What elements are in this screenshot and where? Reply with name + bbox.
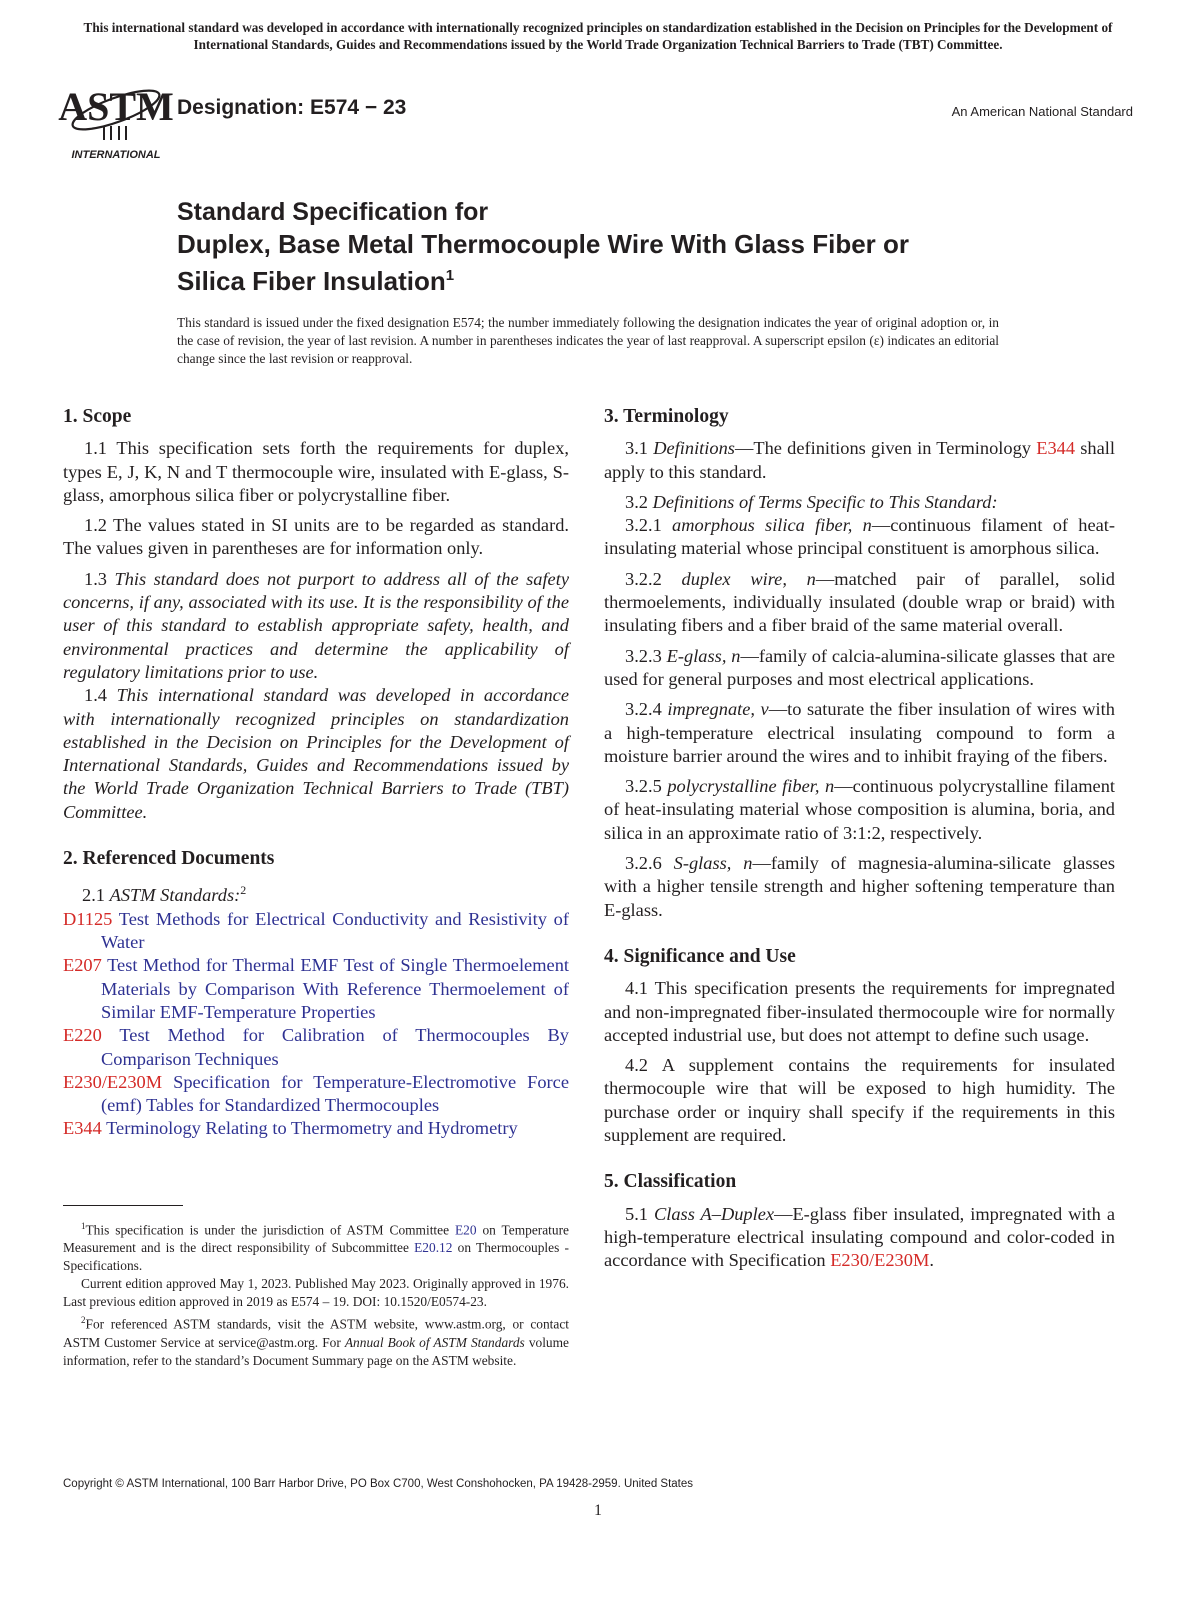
section-heading-significance: 4. Significance and Use [604,945,796,967]
designation: Designation: E574 − 23 [177,96,407,119]
term-name: amorphous silica fiber, n [672,515,872,536]
subsection-astm-standards [63,879,569,907]
footnote-text: on Temperature Measurement and is the direct responsibility of Subcommittee [63,1222,569,1256]
footnote-text: Annual Book of ASTM Standards [344,1334,525,1350]
term-definition [604,852,1115,922]
term-name: impregnate, v [667,699,769,720]
document-title [177,196,909,297]
logo-subtext: INTERNATIONAL [71,149,161,161]
paragraph-text: —E-glass fiber insulated, impregnated with a high-temperature electrical insulating compound and color-coded in accordance with Specification [604,1203,1115,1271]
paragraph-5-1 [604,1203,1115,1273]
paragraph-4-2: 4.2 A supplement contains the requirements for insulated thermocouple wire that will be exposed to high humidity. The purchase order or inquiry shall specify if the requirements in this supplement are required. [604,1055,1115,1146]
term-number: 3.2.3 [625,645,662,666]
reference-link[interactable] [63,908,569,955]
reference-code[interactable]: E344 [63,1118,102,1139]
footnote-text: volume information, refer to the standard’s Document Summary page on the ASTM website. [63,1334,569,1368]
paragraph-1-4 [63,684,569,824]
term-number: 3.2.4 [625,699,662,720]
reference-title[interactable]: Test Methods for Electrical Conductivity and Resistivity of Water [101,908,569,953]
term-definition [604,568,1115,638]
issued-note: This standard is issued under the fixed designation E574; the number immediately following the designation indicates the year of original adoption or, in the case of revision, the year of last revision. A number in parentheses indicates the year of last reapproval. A superscript epsilon (ε) indicates an editorial change since the last revision or reapproval. [177,315,999,366]
term-name: S-glass, n [673,853,753,874]
right-column [604,405,1115,1280]
reference-title[interactable]: Test Method for Calibration of Thermocouples By Comparison Techniques [101,1025,570,1069]
title-footnote-mark: 1 [445,267,455,284]
reference-code[interactable]: E230/E230M [63,1071,163,1092]
paragraph-text: shall apply to this standard. [604,438,1115,482]
reference-code[interactable]: E207 [63,955,102,976]
footnote-text: on Thermocouples - Specifications. [63,1240,569,1274]
definition-label: Definitions of Terms Specific to This Standard: [652,491,998,512]
term-number: 3.2.2 [625,568,662,589]
paragraph-1-2: 1.2 The values stated in SI units are to be regarded as standard. The values given in parentheses are for information only. [63,515,569,559]
reference-link[interactable] [63,1117,569,1140]
top-notice: This international standard was developed in accordance with internationally recognized principles on standardization established in the Decision on Principles for the Development of International Standards, Guides and Recommendations issued by the World Trade Organization Technical Barriers to Trade (TBT) Committee. [83,20,1113,52]
footnote-1 [63,1217,569,1275]
national-standard-label: An American National Standard [951,104,1133,119]
footnote-2 [63,1311,569,1369]
term-definition [604,775,1115,845]
section-heading-terminology: 3. Terminology [604,406,729,427]
page-number: 1 [594,1502,602,1519]
title-line-2: Duplex, Base Metal Thermocouple Wire With Glass Fiber or [177,229,910,259]
footnote-text: For referenced ASTM standards, visit the ASTM website, www.astm.org, or contact ASTM Customer Service at service@astm.org. For [63,1316,569,1350]
reference-link[interactable] [63,954,569,1024]
paragraph-number: 1.4 [84,685,107,706]
copyright-notice: Copyright © ASTM International, 100 Barr Harbor Drive, PO Box C700, West Conshohocken, PA 19428-2959. United States [63,1478,694,1490]
reference-link[interactable] [63,1071,569,1118]
term-text: —matched pair of parallel, solid thermoelements, individually insulated (double wrap or braid) with insulating fibers and a fiber braid of the same material overall. [604,568,1115,636]
term-text: —continuous filament of heat-insulating material whose principal constituent is amorphous silica. [604,515,1116,559]
reference-code[interactable]: D1125 [63,908,113,929]
footnote-divider [63,1205,183,1206]
footnote-mark: 2 [81,1315,86,1326]
title-line-3: Silica Fiber Insulation [177,266,446,296]
term-definition [604,698,1115,768]
footnote-mark: 1 [81,1221,86,1231]
class-label: Class A–Duplex [653,1203,775,1224]
term-definition [604,514,1115,561]
reference-link[interactable] [63,1024,569,1071]
logo-text: ASTM [58,84,174,129]
paragraph-text: —The definitions given in Terminology [734,438,1037,459]
specification-link[interactable]: E230/E230M [830,1250,930,1271]
paragraph-1-3 [63,568,569,684]
paragraph-3-2 [604,491,1115,514]
term-number: 3.2.5 [625,776,662,797]
term-definition [604,645,1115,692]
paragraph-text: This international standard was developed in accordance with internationally recognized principles on standardization established in the Decision on Principles for the Development of International Standards, Guides and Recommendations issued by the World Trade Organization Technical Barriers to Trade (TBT) Committee. [63,685,569,822]
paragraph-4-1: 4.1 This specification presents the requirements for impregnated and non-impregnated fiber-insulated thermocouple wire for normally accepted industrial use, but does not attempt to define such usage. [604,978,1115,1045]
reference-code[interactable]: E220 [63,1025,102,1046]
terminology-link[interactable]: E344 [1036,438,1076,459]
title-line-1: Standard Specification for [177,198,489,226]
term-text: —continuous polycrystalline filament of heat-insulating material whose composition is alumina, boria, and silica in an approximate ratio of 3:1:2, respectively. [604,776,1116,843]
astm-logo-icon [58,68,174,164]
footnote-text: This specification is under the jurisdiction of ASTM Committee [85,1222,455,1238]
footnotes [63,1217,569,1370]
paragraph-1-1: 1.1 This specification sets forth the requirements for duplex, types E, J, K, N and T thermocouple wire, insulated with E-glass, S-glass, amorphous silica fiber or polycrystalline fiber. [63,438,569,505]
left-column [63,405,569,1141]
term-number: 3.2.1 [625,515,662,536]
reference-title[interactable]: Terminology Relating to Thermometry and Hydrometry [106,1118,518,1139]
footnote-mark: 2 [240,883,247,898]
reference-title[interactable]: Specification for Temperature-Electromotive Force (emf) Tables for Standardized Thermocouples [101,1071,569,1116]
paragraph-3-1 [604,437,1115,484]
subsection-label: ASTM Standards: [109,885,241,906]
paragraph-text: This standard does not purport to address all of the safety concerns, if any, associated with its use. It is the responsibility of the user of this standard to establish appropriate safety, health, and environmental practices and determine the applicability of regulatory limitations prior to use. [63,568,569,682]
section-heading-scope: 1. Scope [63,406,132,427]
term-name: E-glass, n [666,645,741,666]
paragraph-number: 3.2 [625,491,648,512]
paragraph-number: 2.1 [82,885,105,906]
definition-label: Definitions [653,438,735,459]
subcommittee-link[interactable]: E20.12 [414,1240,453,1256]
section-heading-classification: 5. Classification [604,1171,737,1193]
footnote-edition: Current edition approved May 1, 2023. Published May 2023. Originally approved in 1976. Last previous edition approved in 2019 as E574 – 19. DOI: 10.1520/E0574-23. [63,1276,569,1310]
paragraph-number: 3.1 [625,438,648,459]
term-text: —to saturate the fiber insulation of wires with a high-temperature electrical insulating compound to form a moisture barrier around the wires and to inhibit fraying of the fibers. [604,699,1115,766]
paragraph-number: 1.3 [84,568,107,589]
section-heading-referenced-documents: 2. Referenced Documents [63,848,275,870]
term-text: —family of calcia-alumina-silicate glasses that are used for general purposes and most electrical applications. [604,645,1115,689]
term-name: polycrystalline fiber, n [667,776,835,797]
committee-link[interactable]: E20 [454,1222,477,1238]
term-name: duplex wire, n [681,568,816,589]
term-text: —family of magnesia-alumina-silicate glasses with a higher tensile strength and higher softening temperature than E-glass. [604,853,1115,920]
term-number: 3.2.6 [625,853,662,874]
reference-title[interactable]: Test Method for Thermal EMF Test of Single Thermoelement Materials by Comparison With Reference Thermoelement of Similar EMF-Temperature Properties [101,955,569,1022]
paragraph-text: . [929,1250,934,1271]
paragraph-number: 5.1 [625,1203,648,1224]
